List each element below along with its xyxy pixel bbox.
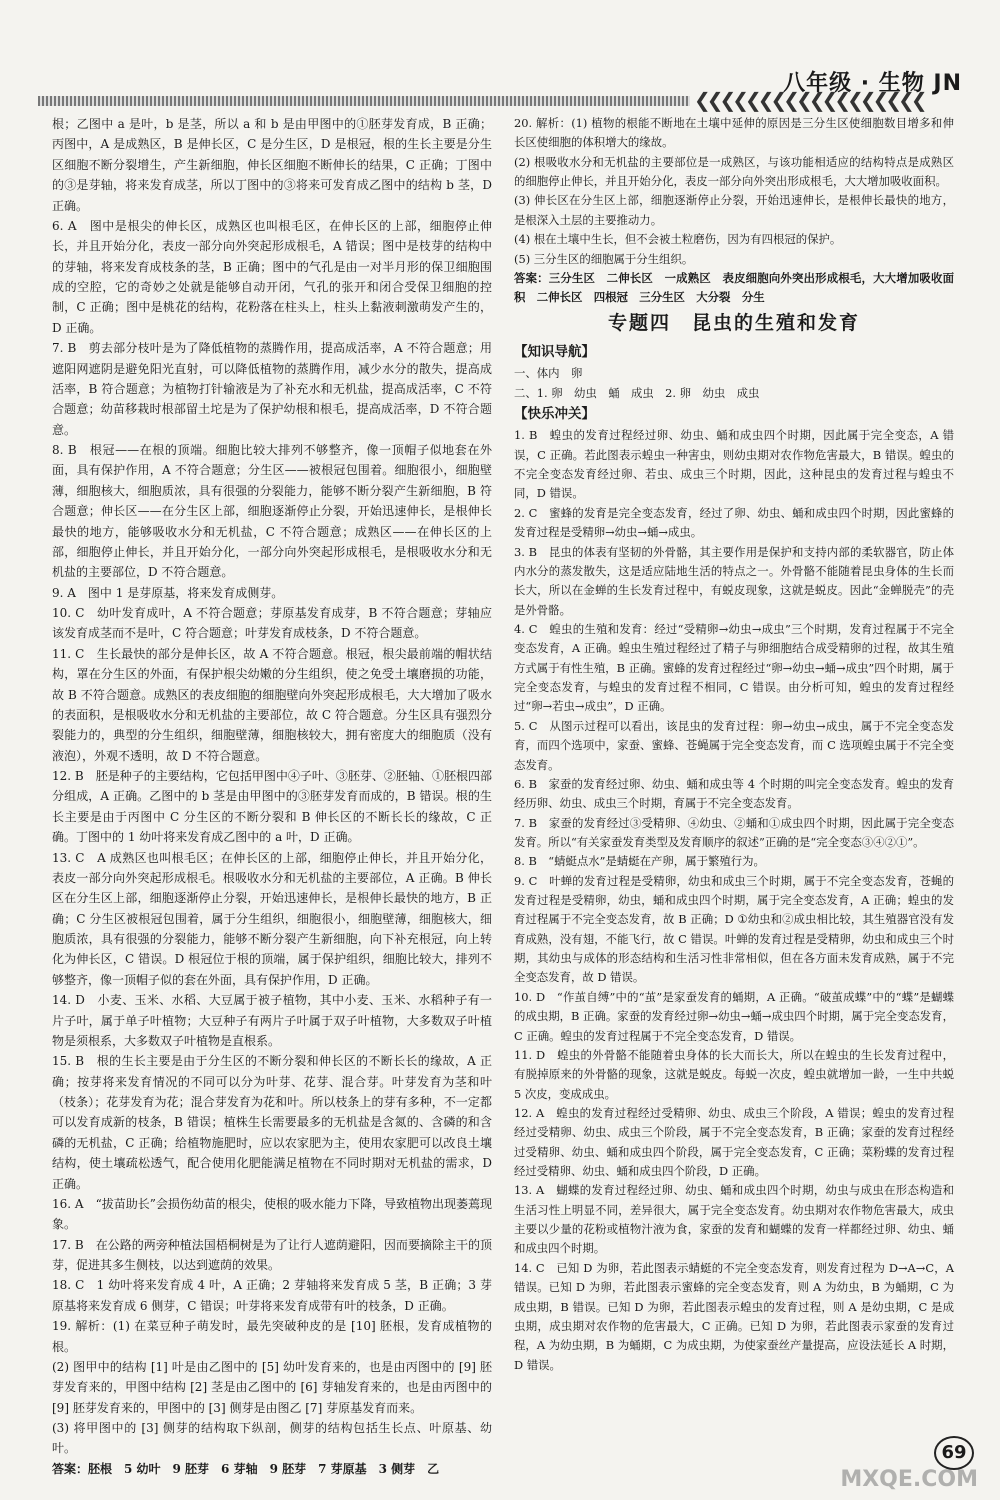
answer-paragraph: 12. B 胚是种子的主要结构，它包括甲图中④子叶、③胚芽、②胚轴、①胚根四部分组成，A 正确。乙图中的 b 茎是由甲图中的③胚芽发育而成的，B 错误。根的生长主要是由于丙图中 C 分生区的不断分裂和 B 伸长区的不断长长的缘故，C 正确。丁图中的 1 幼叶将来发育成乙图中的 a 叶，D 正确。 — [52, 769, 492, 845]
answer-paragraph: 10. D “作茧自缚”中的“茧”是家蚕发育的蛹期，A 正确。“破茧成蝶”中的“蝶”是蝴蝶的成虫期，B 正确。家蚕的发育经过卵→幼虫→蛹→成虫四个时期，属于完全变态发育，C 正确。蝗虫的发育过程属于不完全变态发育，D 错误。 — [514, 989, 954, 1043]
answer-paragraph: 12. A 蝗虫的发育过程经过受精卵、幼虫、成虫三个阶段，A 错误；蝗虫的发育过程经过受精卵、幼虫、成虫三个阶段，属于不完全变态发育，B 正确；家蚕的发育过程经过受精卵、幼虫、蛹和成虫四个阶段，属于完全变态发育，C 正确；菜粉蝶的发育过程经过受精卵、幼虫、蛹和成虫四个阶段，D 正确。 — [514, 1105, 954, 1179]
answer-paragraph: 8. B “蜻蜓点水”是蜻蜓在产卵，属于繁殖行为。 — [514, 854, 765, 869]
topic-title: 专题四 昆虫的生殖和发育 — [607, 311, 860, 334]
answer-paragraph: (3) 将甲图中的 [3] 侧芽的结构取下纵剖，侧芽的结构包括生长点、叶原基、幼叶。 — [52, 1421, 492, 1456]
header-band — [38, 96, 690, 106]
knowledge-nav-line: 一、体内 卵 — [514, 366, 583, 381]
answer-paragraph: 18. C 1 幼叶将来发育成 4 叶，A 正确；2 芽轴将来发育成 5 茎，B 正确；3 芽原基将来发育成 6 侧芽，C 错误；叶芽将来发育成带有叶的枝条，D 正确。 — [52, 1278, 492, 1313]
watermark: MXQE.COM — [840, 1467, 978, 1492]
answer-paragraph: 2. C 蜜蜂的发育是完全变态发育，经过了卵、幼虫、蛹和成虫四个时期，因此蜜蜂的发育过程是受精卵→幼虫→蛹→成虫。 — [514, 505, 954, 540]
answer-paragraph: 13. A 蝴蝶的发育过程经过卵、幼虫、蛹和成虫四个时期，幼虫与成虫在形态构造和生活习性上明显不同，差异很大，属于完全变态发育。幼虫期对农作物危害最大，成虫主要以少量的花粉或植物汁液为食，家蚕的发育和蝴蝶的发育一样都经过卵、幼虫、蛹和成虫四个时期。 — [514, 1183, 954, 1256]
answer-paragraph: 14. D 小麦、玉米、水稻、大豆属于被子植物，其中小麦、玉米、水稻种子有一片子叶，属于单子叶植物；大豆种子有两片子叶属于双子叶植物，大多数双子叶植物是须根系，大多数双子叶植物是直根系。 — [52, 993, 492, 1048]
answer-key: 答案：三分生区 二伸长区 一成熟区 表皮细胞向外突出形成根毛，大大增加吸收面积 二伸长区 四根冠 三分生区 大分裂 分生 — [514, 270, 954, 305]
knowledge-nav-line: 二、1. 卵 幼虫 蛹 成虫 2. 卵 幼虫 成虫 — [514, 385, 760, 400]
answer-paragraph: 10. C 幼叶发育成叶，A 不符合题意；芽原基发育成芽，B 不符合题意；芽轴应该发育成茎而不是叶，C 符合题意；叶芽发育成枝条，D 不符合题意。 — [52, 606, 492, 641]
grade-subject-label: 八年级 · 生物 JN — [783, 71, 962, 96]
answer-paragraph: 11. D 蝗虫的外骨骼不能随着虫身体的长大而长大，所以在蝗虫的生长发育过程中，有脱掉原来的外骨骼的现象，这就是蜕皮。每蜕一次皮，蝗虫就增加一龄，一生中共蜕 5 次皮，变成成虫。 — [514, 1047, 954, 1101]
header-arrows-icon: ❮❮❮❮❮❮❮❮❮❮❮❮❮❮❮❮❮❮ — [694, 88, 924, 112]
answer-paragraph: 4. C 蝗虫的生殖和发育：经过“受精卵→幼虫→成虫”三个时期，发育过程属于不完全变态发育，A 正确。蝗虫生殖过程经过了精子与卵细胞结合成受精卵的过程，故其生殖方式属于有性生殖，B 正确。蜜蜂的发育过程经过“卵→幼虫→蛹→成虫”四个时期，属于完全变态发育，与蝗虫的发育过程不相同，C 错误。由分析可知，蝗虫的发育过程经过“卵→若虫→成虫”，D 正确。 — [514, 621, 954, 714]
answer-paragraph: 13. C A 成熟区也叫根毛区；在伸长区的上部，细胞停止伸长，并且开始分化，表皮一部分向外突起形成根毛。根吸收水分和无机盐的主要部位，A 正确。B 伸长区在分生区上部，细胞逐渐停止分裂，开始迅速伸长，是根伸长最快的地方，B 正确；C 分生区被根冠包围着，属于分生组织，细胞很小，细胞壁薄，细胞核大，细胞质浓，具有很强的分裂能力，能够不断分裂产生新细胞，向下补充根冠，向上转化为伸长区，C 错误。D 根冠位于根的顶端，属于保护组织，细胞比较大，排列不够整齐，像一顶帽子似的套在外面，具有保护作用，D 正确。 — [52, 850, 492, 987]
answer-paragraph: 1. B 蝗虫的发育过程经过卵、幼虫、蛹和成虫四个时期，因此属于完全变态，A 错误，C 正确。若此图表示蝗虫一种害虫，则幼虫期对农作物危害最大，B 错误。蝗虫的不完全变态发育经过卵、若虫、成虫三个时期，因此，这种昆虫的发育过程与蝗虫不同，D 错误。 — [514, 428, 954, 501]
answer-paragraph: 根；乙图中 a 是叶，b 是茎，所以 a 和 b 是由甲图中的①胚芽发育成，B 正确；丙图中，A 是成熟区，B 是伸长区，C 是分生区，D 是根冠，根的生长主要是分生区细胞不断分裂增生，产生新细胞，伸长区细胞不断伸长的结果，C 正确；丁图中的③是芽轴，将来发育成茎，所以丁图中的③将来可发育成乙图中的结构 b 茎，D 正确。 — [52, 117, 492, 213]
answer-paragraph: 6. B 家蚕的发育经过卵、幼虫、蛹和成虫等 4 个时期的叫完全变态发育。蝗虫的发育经历卵、幼虫、成虫三个时期，育属于不完全变态发育。 — [514, 776, 954, 811]
answer-paragraph: (5) 三分生区的细胞属于分生组织。 — [514, 251, 694, 266]
answer-paragraph: 17. B 在公路的两旁种植法国梧桐树是为了让行人遮荫避阳，因而要摘除主干的顶芽，促进其多生侧枝，以达到遮荫的效果。 — [52, 1237, 492, 1272]
page-header — [0, 0, 1000, 120]
happy-rush-heading: 【快乐冲关】 — [514, 406, 595, 423]
answer-paragraph: 7. B 剪去部分枝叶是为了降低植物的蒸腾作用，提高成活率，A 不符合题意；用遮阳网遮阴是避免阳光直射，可以降低植物的蒸腾作用，减少水分的散失，提高成活率，B 符合题意；为植物打针输液是为了补充水和无机盐，提高成活率，C 不符合题意；幼苗移栽时根部留土坨是为了保护幼根和根毛，提高成活率，D 不符合题意。 — [52, 341, 492, 437]
answer-paragraph: (4) 根在土壤中生长，但不会被土粒磨伤，因为有四根冠的保护。 — [514, 232, 842, 247]
answer-paragraph: (2) 图甲中的结构 [1] 叶是由乙图中的 [5] 幼叶发育来的，也是由丙图中的 [9] 胚芽发育来的，甲图中结构 [2] 茎是由乙图中的 [6] 芽轴发育来的，也是由丙图中的 [9] 胚芽发育来的，甲图中的 [3] 侧芽是由图乙 [7] 芽原基发育而来。 — [52, 1359, 492, 1415]
left-column — [52, 114, 492, 1484]
answer-paragraph: (3) 伸长区在分生区上部，细胞逐渐停止分裂，开始迅速伸长，是根伸长最快的地方，是根深入土层的主要推动力。 — [514, 193, 954, 227]
answer-paragraph: 9. A 图中 1 是芽原基，将来发育成侧芽。 — [52, 585, 284, 600]
knowledge-nav-heading: 【知识导航】 — [514, 343, 595, 360]
page-number: 69 — [934, 1436, 974, 1470]
answer-paragraph: 16. A “拔苗助长”会损伤幼苗的根尖，使根的吸水能力下降，导致植物出现萎蔫现象。 — [52, 1196, 492, 1232]
answer-paragraph: 19. 解析：(1) 在菜豆种子萌发时，最先突破种皮的是 [10] 胚根，发育成植物的根。 — [52, 1319, 492, 1354]
answer-paragraph: 14. C 已知 D 为卵，若此图表示蜻蜓的不完全变态发育，则发育过程为 D→A→C，A 错误。已知 D 为卵，若此图表示蜜蜂的完全变态发育，则 A 为幼虫，B 为蛹期，C 为成虫期，B 错误。已知 D 为卵，若此图表示蝗虫的发育过程，则 A 是幼虫期，C 是成虫期，成虫期对农作物的危害最大，C 正确。已知 D 为卵，若此图表示家蚕的发育过程，A 为幼虫期，B 为蛹期，C 为成虫期，为使家蚕丝产量提高，应设法延长 A 时期，D 错误。 — [514, 1260, 954, 1372]
answer-paragraph: 6. A 图中是根尖的伸长区，成熟区也叫根毛区，在伸长区的上部，细胞停止伸长，并且开始分化，表皮一部分向外突起形成根毛，A 错误；图中是枝芽的结构中的芽轴，将来发育成枝条的茎，B 正确；图中的气孔是由一对半月形的保卫细胞围成的空腔，它的奇妙之处就是能够自动开闭，气孔的张开和闭合受保卫细胞的控制，C 正确；图中是桃花的结构，花粉落在柱头上，柱头上黏液刺激萌发产生的，D 正确。 — [52, 218, 492, 335]
answer-paragraph: (2) 根吸收水分和无机盐的主要部位是一成熟区，与该功能相适应的结构特点是成熟区的细胞停止伸长，并且开始分化，表皮一部分向外突出形成根毛，大大增加吸收面积。 — [514, 154, 954, 189]
answer-paragraph: 9. C 叶蝉的发育过程是受精卵，幼虫和成虫三个时期，属于不完全变态发育，苍蝇的发育过程是受精卵，幼虫，蛹和成虫四个时期，属于完全变态发育，A 正确；蝗虫的发育过程属于不完全变态发育，故 B 正确；D ①幼虫和②成虫相比较，其生殖器官没有发育成熟，没有翅，不能飞行，故 C 错误。叶蝉的发育过程是受精卵，幼虫和成虫三个时期，其幼虫与成体的形态结构和生活习性非常相似，但在各方面未发育成熟，属于不完全变态发育，故 D 错误。 — [514, 873, 954, 985]
answer-paragraph: 7. B 家蚕的发育经过③受精卵、④幼虫、②蛹和①成虫四个时期，因此属于完全变态发育。所以“有关家蚕发育类型及发育顺序的叙述”正确的是“完全变态③④②①”。 — [514, 815, 954, 849]
answer-paragraph: 11. C 生长最快的部分是伸长区，故 A 不符合题意。根冠，根尖最前端的帽状结构，罩在分生区的外面，有保护根尖幼嫩的分生组织，使之免受土壤磨损的功能，故 B 不符合题意。成熟区的表皮细胞的细胞壁向外突起形成根毛，大大增加了吸水的表面积，是根吸收水分和无机盐的主要部位，故 C 符合题意。分生区具有强烈分裂能力的，典型的分生组织，细胞壁薄，细胞核较大，拥有密度大的细胞质（没有液泡），外观不透明，故 D 不符合题意。 — [52, 646, 492, 763]
answer-key: 答案：胚根 5 幼叶 9 胚芽 6 芽轴 9 胚芽 7 芽原基 3 侧芽 乙 — [52, 1461, 440, 1476]
answer-paragraph: 5. C 从图示过程可以看出，该昆虫的发育过程：卵→幼虫→成虫，属于不完全变态发育，而四个选项中，家蚕、蜜蜂、苍蝇属于完全变态发育，而 C 选项蝗虫属于不完全变态发育。 — [514, 718, 954, 772]
answer-paragraph: 8. B 根冠——在根的顶端。细胞比较大排列不够整齐，像一顶帽子似地套在外面，具有保护作用，A 不符合题意；分生区——被根冠包围着。细胞很小，细胞壁薄，细胞核大，细胞质浓，具有很强的分裂能力，能够不断分裂产生新细胞，B 符合题意；伸长区——在分生区上部，细胞逐渐停止分裂，开始迅速伸长，是根伸长最快的地方，能够吸收水分和无机盐，C 不符合题意；成熟区——在伸长区的上部，细胞停止伸长，并且开始分化，一部分向外突起形成根毛，是根吸收水分和无机盐的主要部位，D 不符合题意。 — [52, 443, 492, 580]
answer-paragraph: 15. B 根的生长主要是由于分生区的不断分裂和伸长区的不断长长的缘故，A 正确；按芽将来发育情况的不同可以分为叶芽、花芽、混合芽。叶芽发育为茎和叶（枝条）；花芽发育为花；混合芽发育为花和叶。所以枝条上的芽有多种，不一定都可以发育成新的枝条，B 错误；植株生长需要最多的无机盐是含氮的、含磷的和含磷的无机盐，C 正确；给植物施肥时，应以农家肥为主，使用农家肥可以改良土壤结构，使土壤疏松透气，配合使用化肥能满足植物在不同时期对无机盐的需求，D 正确。 — [52, 1054, 492, 1191]
answer-paragraph: 3. B 昆虫的体表有坚韧的外骨骼，其主要作用是保护和支持内部的柔软器官，防止体内水分的蒸发散失，这是适应陆地生活的特点之一。外骨骼不能随着昆虫身体的生长而长大，所以在金蝉的生长发育过程中，有蜕皮现象，这就是蜕皮。因此“金蝉脱壳”的壳是外骨骼。 — [514, 544, 954, 617]
right-column — [514, 114, 954, 1414]
answer-paragraph: 20. 解析：(1) 植物的根能不断地在土壤中延伸的原因是三分生区使细胞数目增多和伸长区使细胞的体积增大的缘故。 — [514, 116, 954, 150]
